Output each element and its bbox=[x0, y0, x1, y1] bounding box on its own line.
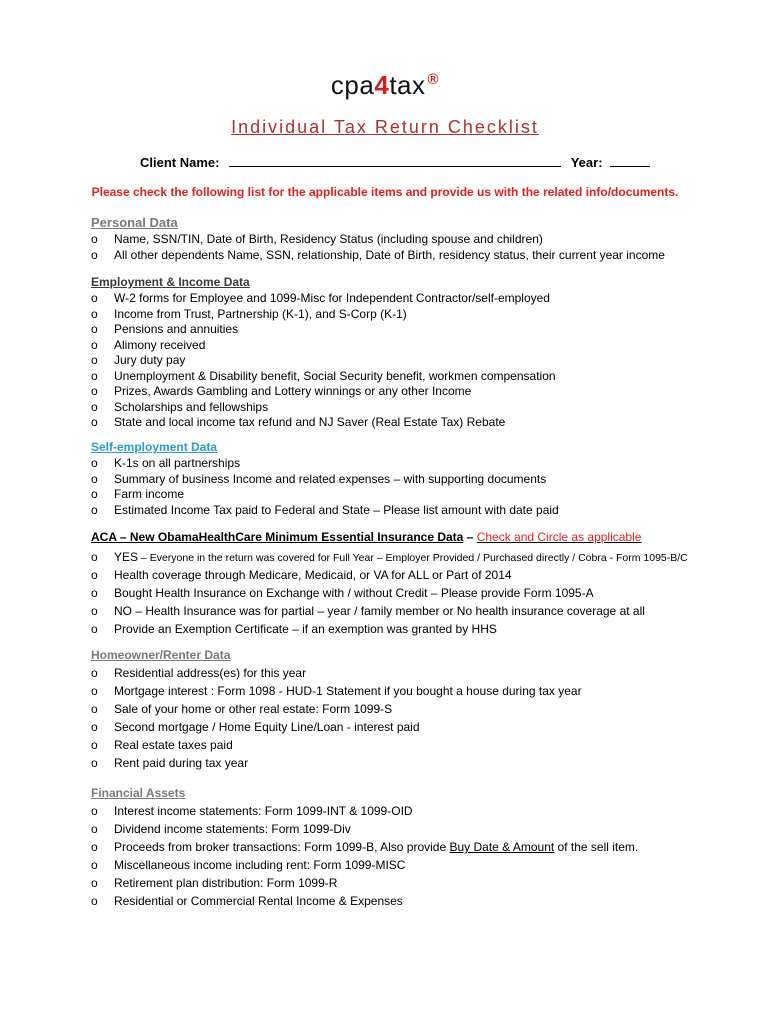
section-employment-income bbox=[91, 275, 731, 431]
checklist-item-text: Jury duty pay bbox=[114, 353, 186, 367]
section-homeowner-renter bbox=[91, 648, 731, 772]
checklist-item-text: Prizes, Awards Gambling and Lottery winnings or any other Income bbox=[114, 384, 472, 398]
registered-mark: ® bbox=[427, 71, 440, 89]
checklist-item-text: Provide an Exemption Certificate – if an exemption was granted by HHS bbox=[114, 622, 497, 636]
year-field[interactable] bbox=[610, 154, 650, 167]
checklist-item-text: K-1s on all partnerships bbox=[114, 456, 241, 470]
checkbox-bullet-icon[interactable]: o bbox=[91, 337, 98, 352]
proceeds-text-underlined: Buy Date & Amount bbox=[449, 840, 555, 854]
checklist-item[interactable] bbox=[91, 338, 731, 354]
brand-text-a: cpa bbox=[330, 70, 375, 100]
checkbox-bullet-icon[interactable]: o bbox=[91, 232, 98, 246]
checkbox-bullet-icon[interactable]: o bbox=[91, 756, 98, 770]
checklist-item-proceeds[interactable] bbox=[91, 838, 731, 856]
checklist-item[interactable] bbox=[91, 503, 731, 519]
checkbox-bullet-icon[interactable]: o bbox=[91, 456, 98, 470]
checklist-item-text: Unemployment & Disability benefit, Social Security benefit, workmen compensation bbox=[114, 368, 556, 383]
checklist-item-text: Second mortgage / Home Equity Line/Loan - interest paid bbox=[114, 720, 420, 734]
checklist-item-text: Scholarships and fellowships bbox=[114, 399, 269, 414]
checklist-item-text: Estimated Income Tax paid to Federal and State – Please list amount with date paid bbox=[114, 502, 559, 517]
checklist-item-text: Residential address(es) for this year bbox=[114, 666, 307, 680]
checklist-item[interactable] bbox=[91, 566, 731, 584]
checkbox-bullet-icon[interactable]: o bbox=[91, 858, 98, 872]
checklist-item[interactable] bbox=[91, 353, 731, 369]
checklist-item[interactable] bbox=[91, 400, 731, 416]
checklist-item-text: Real estate taxes paid bbox=[114, 738, 233, 752]
section-personal-data bbox=[91, 215, 731, 263]
section-heading: Homeowner/Renter Data bbox=[91, 648, 231, 662]
checklist-item-text: Dividend income statements: Form 1099-Div bbox=[114, 822, 351, 836]
section-heading: Self-employment Data bbox=[91, 440, 218, 454]
checklist-item[interactable] bbox=[91, 472, 731, 488]
checklist-item-text: Interest income statements: Form 1099-INT & 1099-OID bbox=[114, 804, 413, 818]
section-heading: Personal Data bbox=[91, 215, 178, 230]
checkbox-bullet-icon[interactable]: o bbox=[91, 738, 98, 752]
checklist-item-text: Summary of business Income and related expenses – with supporting documents bbox=[114, 471, 547, 486]
checklist-item-text: NO – Health Insurance was for partial – year / family member or No health insurance coverage at all bbox=[114, 604, 645, 618]
checklist-item[interactable] bbox=[91, 874, 731, 892]
checklist-item[interactable] bbox=[91, 384, 731, 400]
checklist-item[interactable] bbox=[91, 602, 731, 620]
brand-text-tax: tax bbox=[389, 70, 426, 100]
checklist-item-text: State and local income tax refund and NJ Saver (Real Estate Tax) Rebate bbox=[114, 415, 506, 429]
client-name-field[interactable] bbox=[229, 154, 561, 167]
checklist-item[interactable] bbox=[91, 415, 731, 431]
checklist-item[interactable] bbox=[91, 456, 731, 472]
checklist-item-text: Retirement plan distribution: Form 1099-R bbox=[114, 876, 338, 890]
instruction-text: Please check the following list for the applicable items and provide us with the related info/documents. bbox=[91, 185, 679, 199]
checkbox-bullet-icon[interactable]: o bbox=[91, 353, 98, 367]
checkbox-bullet-icon[interactable]: o bbox=[91, 384, 98, 398]
checklist bbox=[91, 232, 731, 263]
checkbox-bullet-icon[interactable]: o bbox=[91, 487, 98, 501]
section-self-employment bbox=[91, 440, 731, 518]
checklist-item-text: Bought Health Insurance on Exchange with / without Credit – Please provide Form 1095-A bbox=[114, 586, 594, 600]
checkbox-bullet-icon[interactable]: o bbox=[91, 399, 98, 414]
checkbox-bullet-icon[interactable]: o bbox=[91, 804, 98, 818]
yes-detail: – Everyone in the return was covered for Full Year – Employer Provided / Purchased directly / Cobra - Form 1095-B/C bbox=[138, 552, 688, 564]
checklist-item-text: Name, SSN/TIN, Date of Birth, Residency Status (including spouse and children) bbox=[114, 232, 543, 246]
checkbox-bullet-icon[interactable]: o bbox=[91, 586, 98, 600]
section-financial-assets bbox=[91, 786, 731, 910]
checklist-item[interactable] bbox=[91, 664, 731, 682]
section-heading: Financial Assets bbox=[91, 786, 186, 800]
checkbox-bullet-icon[interactable]: o bbox=[91, 291, 98, 305]
aca-heading-dash: – bbox=[463, 530, 477, 544]
checklist-item-text: Alimony received bbox=[114, 337, 206, 352]
checklist bbox=[91, 566, 731, 638]
brand-text-four: 4 bbox=[374, 70, 390, 100]
checkbox-bullet-icon[interactable]: o bbox=[91, 604, 98, 618]
checkbox-bullet-icon[interactable]: o bbox=[91, 415, 98, 429]
checkbox-bullet-icon[interactable]: o bbox=[91, 322, 98, 336]
checklist bbox=[91, 856, 731, 910]
checklist-item-text: Rent paid during tax year bbox=[114, 756, 249, 770]
checkbox-bullet-icon[interactable]: o bbox=[91, 822, 98, 836]
checkbox-bullet-icon[interactable]: o bbox=[91, 471, 98, 486]
checklist-item[interactable] bbox=[91, 856, 731, 874]
aca-heading-text: ACA – New ObamaHealthCare Minimum Essential Insurance Data bbox=[91, 530, 464, 544]
checkbox-bullet-icon[interactable]: o bbox=[91, 368, 98, 383]
checkbox-bullet-icon[interactable]: o bbox=[91, 550, 98, 564]
checklist-item[interactable] bbox=[91, 820, 731, 838]
client-info-line bbox=[140, 154, 660, 170]
checklist bbox=[91, 291, 731, 431]
checklist-item-text: Residential or Commercial Rental Income & Expenses bbox=[114, 894, 403, 908]
checklist-item[interactable] bbox=[91, 802, 731, 820]
checklist-item-text: Miscellaneous income including rent: Form 1099-MISC bbox=[114, 858, 406, 872]
proceeds-text-a: Proceeds from broker transactions: Form 1099-B, Also provide bbox=[114, 840, 450, 854]
section-heading: Employment & Income Data bbox=[91, 275, 250, 289]
checklist-item[interactable] bbox=[91, 291, 731, 307]
checkbox-bullet-icon[interactable]: o bbox=[91, 720, 98, 734]
checklist-item[interactable] bbox=[91, 718, 731, 736]
checklist bbox=[91, 802, 731, 838]
checklist bbox=[91, 664, 731, 772]
checklist-item[interactable] bbox=[91, 584, 731, 602]
checklist-item-text: All other dependents Name, SSN, relationship, Date of Birth, residency status, their current year income bbox=[114, 247, 665, 262]
year-label: Year: bbox=[570, 155, 603, 170]
checklist-item[interactable] bbox=[91, 307, 731, 323]
checkbox-bullet-icon[interactable]: o bbox=[91, 702, 98, 716]
brand-logo bbox=[0, 70, 770, 101]
checkbox-bullet-icon[interactable]: o bbox=[91, 684, 98, 698]
checklist-item-text: Sale of your home or other real estate: Form 1099-S bbox=[114, 702, 393, 716]
checklist-item[interactable] bbox=[91, 232, 731, 248]
checklist-item[interactable] bbox=[91, 487, 731, 503]
section-heading bbox=[91, 530, 731, 544]
checklist-item-text: Farm income bbox=[114, 487, 185, 501]
checkbox-bullet-icon[interactable]: o bbox=[91, 568, 98, 582]
checkbox-bullet-icon[interactable]: o bbox=[91, 502, 98, 517]
yes-label: YES bbox=[114, 550, 139, 564]
checkbox-bullet-icon[interactable]: o bbox=[91, 306, 98, 321]
checklist-item-text: Pensions and annuities bbox=[114, 322, 239, 336]
checklist-item-text: Mortgage interest : Form 1098 - HUD-1 Statement if you bought a house during tax year bbox=[114, 684, 582, 698]
document-title: Individual Tax Return Checklist bbox=[231, 117, 539, 137]
checklist-item[interactable] bbox=[91, 369, 731, 385]
checklist-item-text: Income from Trust, Partnership (K-1), and S-Corp (K-1) bbox=[114, 306, 407, 321]
checklist-item[interactable] bbox=[91, 682, 731, 700]
proceeds-text-b: of the sell item. bbox=[554, 840, 639, 854]
section-aca-insurance bbox=[91, 530, 731, 638]
checklist-item-text: W-2 forms for Employee and 1099-Misc for Independent Contractor/self-employed bbox=[114, 291, 550, 305]
checklist-item[interactable] bbox=[91, 620, 731, 638]
checkbox-bullet-icon[interactable]: o bbox=[91, 622, 98, 636]
checklist-item-yes[interactable] bbox=[91, 548, 731, 566]
checkbox-bullet-icon[interactable]: o bbox=[91, 894, 98, 908]
checkbox-bullet-icon[interactable]: o bbox=[91, 840, 98, 854]
checkbox-bullet-icon[interactable]: o bbox=[91, 666, 98, 680]
checkbox-bullet-icon[interactable]: o bbox=[91, 247, 98, 262]
client-name-label: Client Name: bbox=[140, 155, 220, 170]
checklist-item[interactable] bbox=[91, 754, 731, 772]
checklist bbox=[91, 456, 731, 518]
checklist-item-text: Health coverage through Medicare, Medicaid, or VA for ALL or Part of 2014 bbox=[114, 568, 512, 582]
checklist-item[interactable] bbox=[91, 700, 731, 718]
checklist-item[interactable] bbox=[91, 892, 731, 910]
checklist-item[interactable] bbox=[91, 248, 731, 264]
aca-heading-note: Check and Circle as applicable bbox=[476, 530, 642, 544]
checklist-item[interactable] bbox=[91, 736, 731, 754]
checkbox-bullet-icon[interactable]: o bbox=[91, 876, 98, 890]
checklist-item[interactable] bbox=[91, 322, 731, 338]
